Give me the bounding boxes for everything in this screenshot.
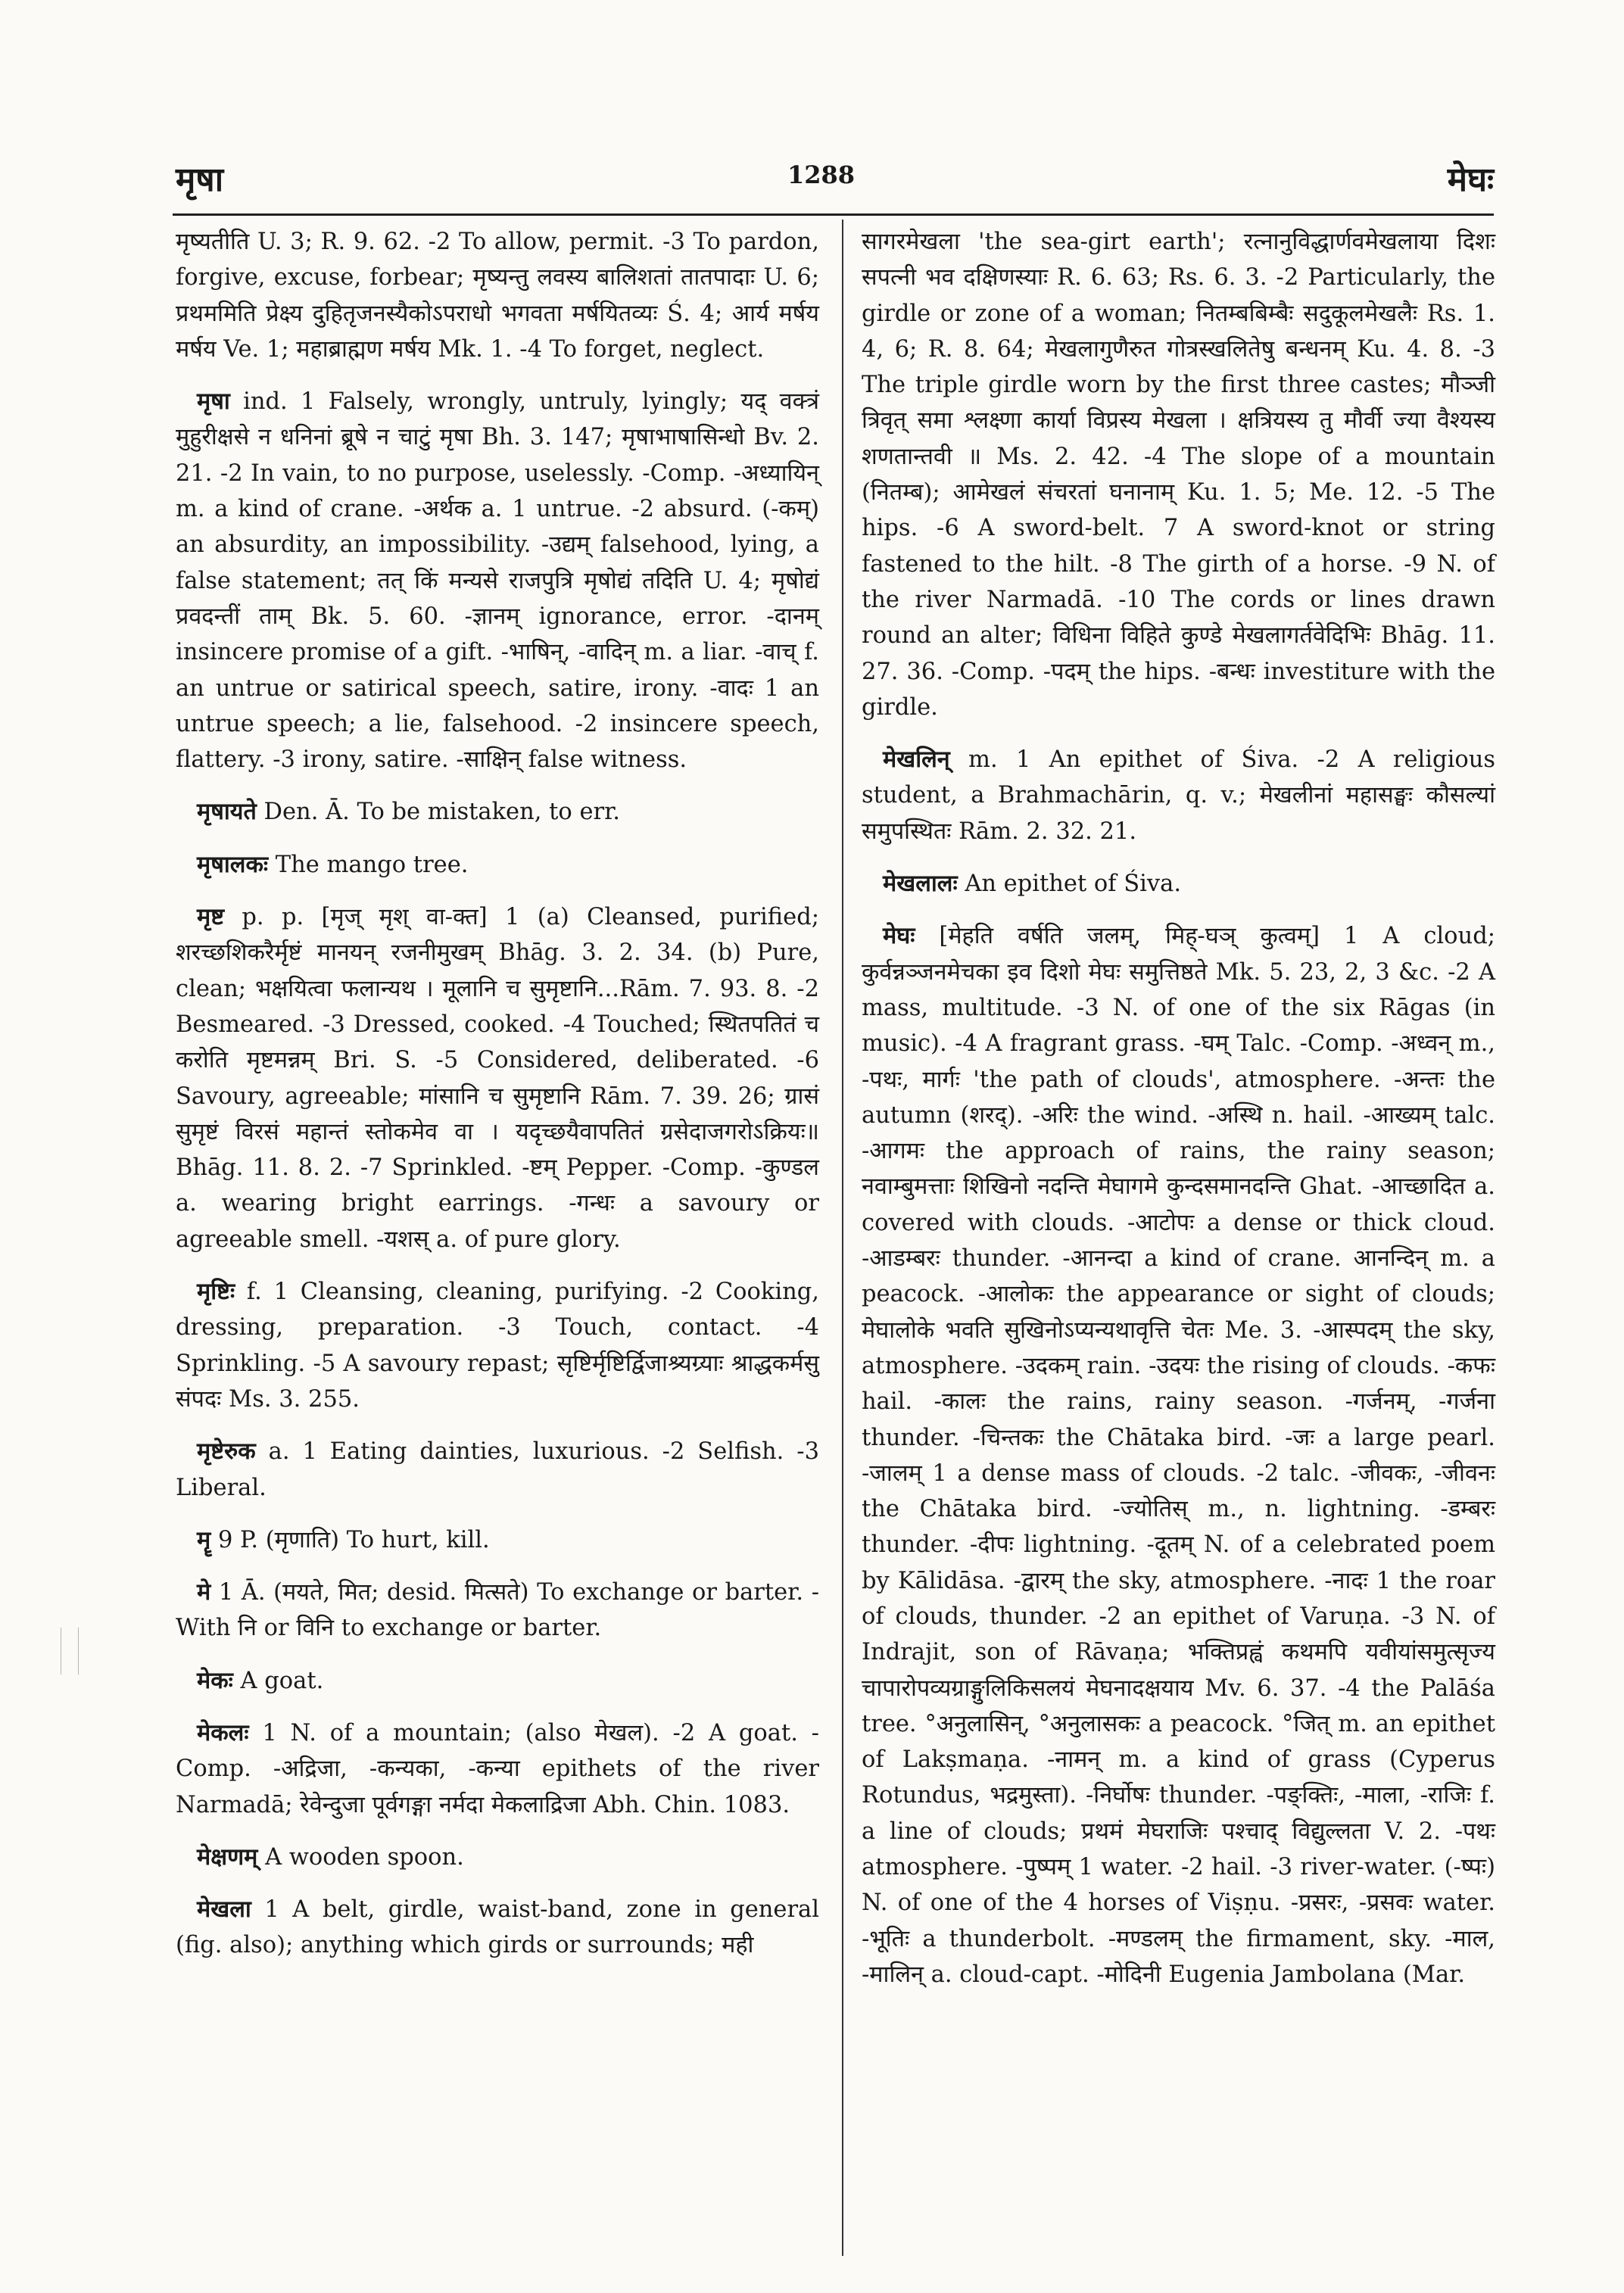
- headword: मे: [197, 1578, 211, 1606]
- entry-text: मृष्यतीति U. 3; R. 9. 62. -2 To allow, permit. -3 To pardon, forgive, excuse, forbear; मृष्यन्तु लवस्य बालिशतां तातपादाः U. 6; प्रथममिति प्रेक्ष्य दुहितृजनस्यैकोऽपराधो भगवता मर्षयितव्यः Ś. 4; आर्य मर्षय मर्षय Ve. 1; महाब्राह्मण मर्षय Mk. 1. -4 To forget, neglect.: [176, 229, 819, 363]
- headword: मेक्षणम्: [197, 1843, 258, 1871]
- dictionary-entry: [176, 1715, 819, 1823]
- headword: मॄ: [197, 1525, 211, 1553]
- entry-text: 1 A belt, girdle, waist-band, zone in general (fig. also); anything which girds or surrounds; मही: [176, 1896, 819, 1959]
- dictionary-entry: [176, 1434, 819, 1506]
- header-rule: [173, 213, 1494, 216]
- column-divider: [842, 220, 843, 2256]
- dictionary-entry: [176, 899, 819, 1257]
- headword: मृषायते: [197, 798, 257, 826]
- entry-text: [मेहति वर्षति जलम्, मिह्-घञ् कुत्वम्] 1 A cloud; कुर्वन्नञ्जनमेचका इव दिशो मेघः समुत्तिष्ठते Mk. 5. 23, 2, 3 &c. -2 A mass, multitude. -3 N. of one of the six Rāgas (in music). -4 A fragrant grass. -घम् Talc. -Comp. -अध्वन् m., -पथः, मार्गः 'the path of clouds', atmosphere. -अन्तः the autumn (शरद्). -अरिः the wind. -अस्थि n. hail. -आख्यम् talc. -आगमः the approach of rains, the rainy season; नवाम्बुमत्ताः शिखिनो नदन्ति मेघागमे कुन्दसमानदन्ति Ghat. -आच्छादित a. covered with clouds. -आटोपः a dense or thick cloud. -आडम्बरः thunder. -आनन्दा a kind of crane. आनन्दिन् m. a peacock. -आलोकः the appearance or sight of clouds; मेघालोके भवति सुखिनोऽप्यन्यथावृत्ति चेतः Me. 3. -आस्पदम् the sky, atmosphere. -उदकम् rain. -उदयः the rising of clouds. -कफः hail. -कालः the rains, rainy season. -गर्जनम्, -गर्जना thunder. -चिन्तकः the Chātaka bird. -जः a large pearl. -जालम् 1 a dense mass of clouds. -2 talc. -जीवकः, -जीवनः the Chātaka bird. -ज्योतिस् m., n. lightning. -डम्बरः thunder. -दीपः lightning. -दूतम् N. of a celebrated poem by Kālidāsa. -द्वारम् the sky, atmosphere. -नादः 1 the roar of clouds, thunder. -2 an epithet of Varuṇa. -3 N. of Indrajit, son of Rāvaṇa; भक्तिप्रह्वं कथमपि यवीयांसमुत्सृज्य चापारोपव्यग्राङ्गुलिकिसलयं मेघनादक्षयाय Mv. 6. 37. -4 the Palāśa tree. °अनुलासिन्, °अनुलासकः a peacock. °जित् m. an epithet of Lakṣmaṇa. -नामन् m. a kind of grass (Cyperus Rotundus, भद्रमुस्ता). -निर्घोषः thunder. -पङ्क्तिः, -माला, -राजिः f. a line of clouds; प्रथमं मेघराजिः पश्चाद् विद्युल्लता V. 2. -पथः atmosphere. -पुष्पम् 1 water. -2 hail. -3 river-water. (-ष्पः) N. of one of the 4 horses of Viṣṇu. -प्रसरः, -प्रसवः water. -भूतिः a thunderbolt. -मण्डलम् the firmament, sky. -माल, -मालिन् a. cloud-capt. -मोदिनी Eugenia Jambolana (Mar.: [862, 923, 1495, 1988]
- dictionary-entry: [176, 384, 819, 777]
- dictionary-entry: [176, 1840, 819, 1875]
- left-guide-word: मृषा: [176, 160, 224, 199]
- dictionary-entry: [176, 1892, 819, 1964]
- headword: मेखलालः: [883, 870, 958, 898]
- dictionary-entry: [176, 1522, 819, 1558]
- dictionary-entry: [176, 1575, 819, 1647]
- headword: मृष्ट: [197, 903, 225, 931]
- entry-text: m. 1 An epithet of Śiva. -2 A religious student, a Brahmachārin, q. v.; मेखलीनां महासङ्घः कौसल्यां समुपस्थितः Rām. 2. 32. 21.: [862, 746, 1495, 845]
- entry-text: The mango tree.: [275, 851, 469, 878]
- entry-text: 1 N. of a mountain; (also मेखल). -2 A goat. -Comp. -अद्रिजा, -कन्यका, -कन्या epithets of the river Narmadā; रेवेन्दुजा पूर्वगङ्गा नर्मदा मेकलाद्रिजा Abh. Chin. 1083.: [176, 1719, 819, 1818]
- dictionary-entry: [176, 1274, 819, 1417]
- headword: मृषालकः: [197, 850, 269, 878]
- dictionary-entry: [176, 1663, 819, 1699]
- dictionary-entry: [862, 742, 1495, 849]
- dictionary-entry: [862, 918, 1495, 1992]
- dictionary-entry: [176, 847, 819, 883]
- left-column: [176, 224, 819, 1980]
- page-number: 1288: [787, 160, 856, 189]
- entry-text: a. 1 Eating dainties, luxurious. -2 Selfish. -3 Liberal.: [176, 1438, 819, 1501]
- right-column: [862, 224, 1495, 2009]
- margin-mark: [61, 1628, 79, 1675]
- headword: मेखलिन्: [883, 746, 950, 774]
- entry-text: 9 P. (मृणाति) To hurt, kill.: [217, 1526, 490, 1553]
- entry-text: ind. 1 Falsely, wrongly, untruly, lyingly; यद् वक्त्रं मुहुरीक्षसे न धनिनां ब्रूषे न चाटुं मृषा Bh. 3. 147; मृषाभाषासिन्धो Bv. 2. 21. -2 In vain, to no purpose, uselessly. -Comp. -अध्यायिन् m. a kind of crane. -अर्थक a. 1 untrue. -2 absurd. (-कम्) an absurdity, an impossibility. -उद्यम् falsehood, lying, a false statement; तत् किं मन्यसे राजपुत्रि मृषोद्यं तदिति U. 4; मृषोद्यं प्रवदन्तीं ताम् Bk. 5. 60. -ज्ञानम् ignorance, error. -दानम् insincere promise of a gift. -भाषिन्, -वादिन् m. a liar. -वाच् f. an untrue or satirical speech, satire, irony. -वादः 1 an untrue speech; a lie, falsehood. -2 insincere speech, flattery. -3 irony, satire. -साक्षिन् false witness.: [176, 388, 819, 774]
- headword: मेघः: [883, 922, 915, 950]
- headword: मृष्टेरुक: [197, 1438, 256, 1466]
- entry-text: An epithet of Śiva.: [965, 871, 1182, 898]
- entry-text: A wooden spoon.: [265, 1843, 464, 1871]
- entry-text: Den. Ā. To be mistaken, to err.: [263, 799, 621, 826]
- dictionary-entry: [862, 866, 1495, 902]
- headword: मेखला: [197, 1896, 251, 1924]
- entry-text: A goat.: [240, 1667, 324, 1694]
- dictionary-entry: [176, 224, 819, 367]
- dictionary-entry: [176, 794, 819, 830]
- headword: मेकलः: [197, 1718, 249, 1746]
- entry-text: सागरमेखला 'the sea-girt earth'; रत्नानुविद्धार्णवमेखलाया दिशः सपत्नी भव दक्षिणस्याः R. 6. 63; Rs. 6. 3. -2 Particularly, the girdle or zone of a woman; नितम्बबिम्बैः सदुकूलमेखलैः Rs. 1. 4, 6; R. 8. 64; मेखलागुणैरुत गोत्रस्खलितेषु बन्धनम् Ku. 4. 8. -3 The triple girdle worn by the first three castes; मौञ्जी त्रिवृत् समा श्लक्ष्णा कार्या विप्रस्य मेखला । क्षत्रियस्य तु मौर्वी ज्या वैश्यस्य शणतान्तवी ॥ Ms. 2. 42. -4 The slope of a mountain (नितम्ब); आमेखलं संचरतां घनानाम् Ku. 1. 5; Me. 12. -5 The hips. -6 A sword-belt. 7 A sword-knot or string fastened to the hilt. -8 The girth of a horse. -9 N. of the river Narmadā. -10 The cords or lines drawn round an alter; विधिना विहिते कुण्डे मेखलागर्तवेदिभिः Bhāg. 11. 27. 36. -Comp. -पदम् the hips. -बन्धः investiture with the girdle.: [862, 229, 1495, 721]
- headword: मृष्टिः: [197, 1278, 235, 1306]
- entry-text: 1 Ā. (मयते, मित; desid. मित्सते) To exchange or barter. -With नि or विनि to exchange or barter.: [176, 1579, 819, 1642]
- dictionary-entry: [862, 224, 1495, 725]
- entry-text: f. 1 Cleansing, cleaning, purifying. -2 Cooking, dressing, preparation. -3 Touch, contact. -4 Sprinkling. -5 A savoury repast; सृष्टिर्मृष्टिर्द्विजाश्र्यग्र्याः श्राद्धकर्मसु संपदः Ms. 3. 255.: [176, 1279, 819, 1413]
- headword: मृषा: [197, 388, 230, 416]
- headword: मेकः: [197, 1666, 233, 1694]
- entry-text: p. p. [मृज् मृश् वा-क्त] 1 (a) Cleansed, purified; शरच्छशिकरैर्मृष्टं मानयन् रजनीमुखम् Bhāg. 3. 2. 34. (b) Pure, clean; भक्षयित्वा फलान्यथ । मूलानि च सुमृष्टानि...Rām. 7. 93. 8. -2 Besmeared. -3 Dressed, cooked. -4 Touched; स्थितपतितं च करोति मृष्टमन्नम् Bri. S. -5 Considered, deliberated. -6 Savoury, agreeable; मांसानि च सुमृष्टानि Rām. 7. 39. 26; ग्रासं सुमृष्टं विरसं महान्तं स्तोकमेव वा । यदृच्छयैवापतितं ग्रसेदाजगरोऽक्रियः॥ Bhāg. 11. 8. 2. -7 Sprinkled. -ष्टम् Pepper. -Comp. -कुण्डल a. wearing bright earrings. -गन्धः a savoury or agreeable smell. -यशस् a. of pure glory.: [176, 904, 820, 1253]
- right-guide-word: मेघः: [1447, 160, 1494, 199]
